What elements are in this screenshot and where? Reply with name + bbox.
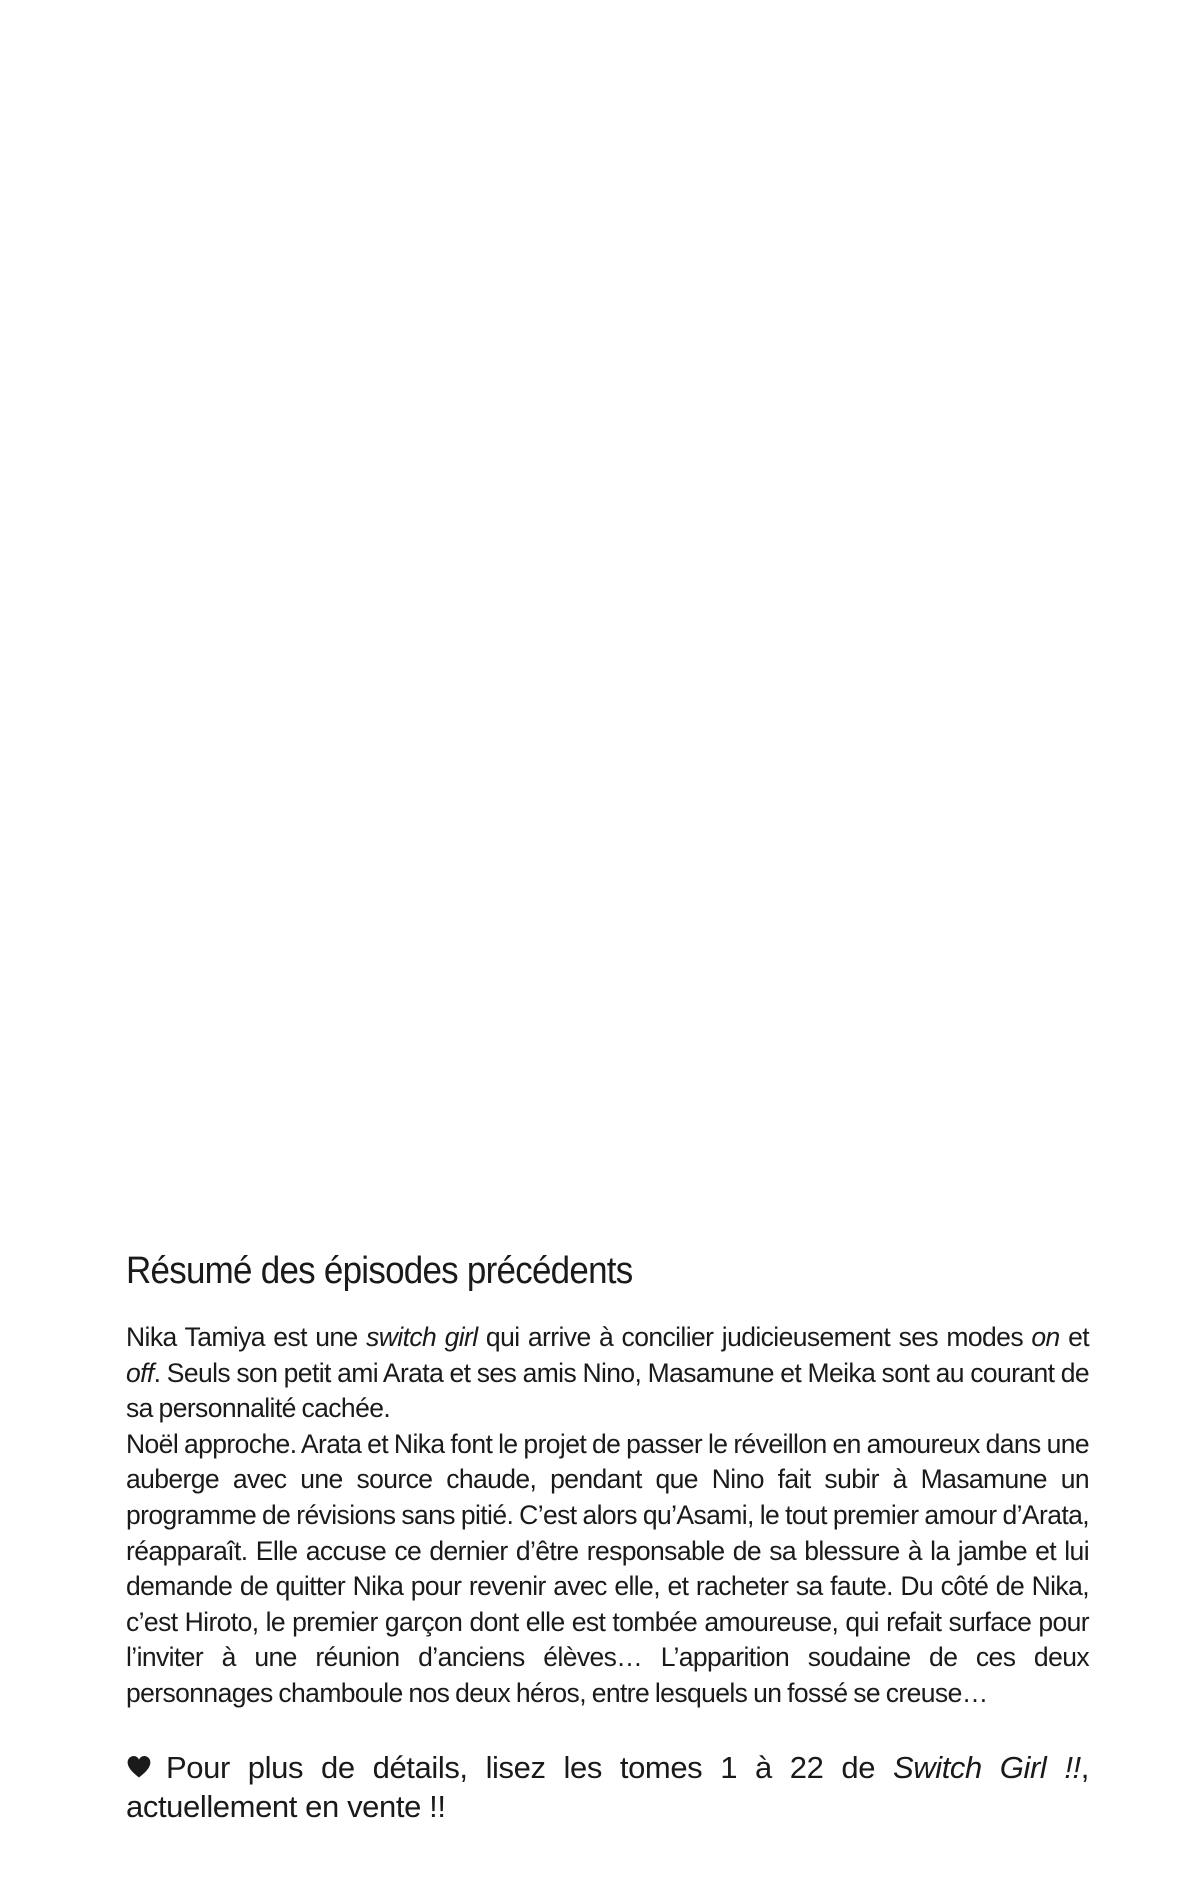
footer-text-1: Pour plus de détails, lisez les tomes 1 à 22 de — [166, 1749, 893, 1785]
summary-block — [126, 1248, 1089, 1857]
summary-title: Résumé des épisodes précédents — [126, 1250, 633, 1292]
paragraph-intro-text-3: et — [1059, 1322, 1089, 1352]
paragraph-intro-text-2: qui arrive à concilier judicieusement ses modes — [477, 1322, 1032, 1352]
summary-body — [126, 1320, 1089, 1712]
italic-off: off — [126, 1357, 154, 1388]
italic-series-title: Switch Girl !! — [892, 1749, 1081, 1785]
heart-icon — [126, 1754, 152, 1780]
paragraph-intro-text-4: . Seuls son petit ami Arata et ses amis Nino, Masamune et Meika sont au courant de sa personnalité cachée. — [126, 1357, 1089, 1424]
italic-switch-girl: switch girl — [366, 1322, 478, 1352]
italic-on: on — [1031, 1322, 1060, 1352]
paragraph-intro-text-1: Nika Tamiya est une — [126, 1322, 367, 1352]
paragraph-story: Noël approche. Arata et Nika font le projet de passer le réveillon en amoureux dans une auberge avec une source chaude, pendant que Nino fait subir à Masamune un programme de révisions sans pitié. C’est alors qu’Asami, le tout premier amour d’Arata, réapparaît. Elle accuse ce dernier d’être responsable de sa blessure à la jambe et lui demande de quitter Nika pour revenir avec elle, et racheter sa faute. Du côté de Nika, c’est Hiroto, le premier garçon dont elle est tombée amoureuse, qui refait surface pour l’inviter à une réunion d’anciens élèves… L’apparition soudaine de ces deux personnages chamboule nos deux héros, entre lesquels un fossé se creuse… — [126, 1428, 1089, 1708]
paragraph-intro — [126, 1320, 1089, 1427]
footer-text-2: , actuellement en vente !! — [126, 1749, 1089, 1824]
footer-note — [126, 1748, 1089, 1826]
